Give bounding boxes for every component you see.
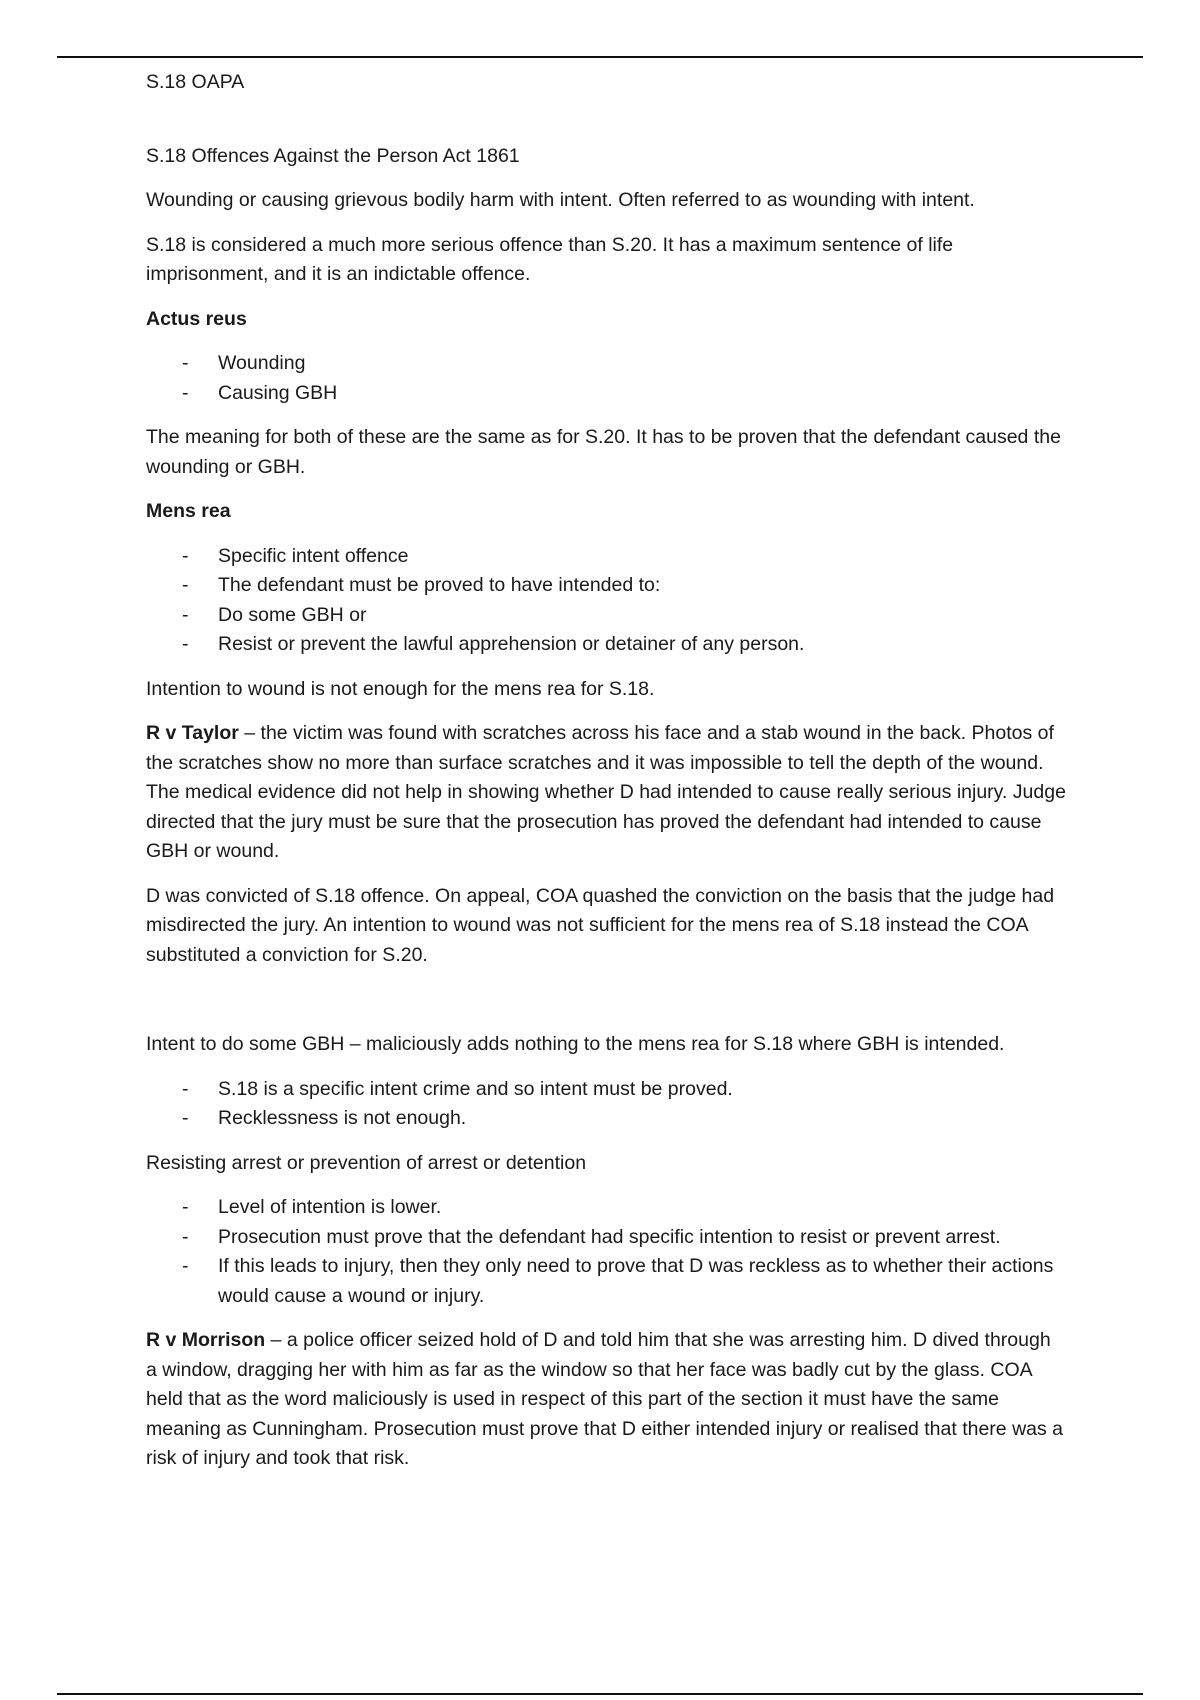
dash-bullet: -	[182, 1225, 189, 1248]
actus-reus-explanation: The meaning for both of these are the same as for S.20. It has to be proven that the defendant caused the wounding or GBH.	[146, 426, 1061, 478]
list-item: - Recklessness is not enough.	[146, 1104, 1066, 1134]
dash-bullet: -	[182, 574, 189, 596]
list-item: - If this leads to injury, then they only need to prove that D was reckless as to whether their actions would cause a wound or injury.	[146, 1252, 1066, 1311]
actus-reus-heading: Actus reus	[146, 307, 247, 330]
list-item: - S.18 is a specific intent crime and so intent must be proved.	[146, 1075, 1066, 1105]
morrison-facts: – a police officer seized hold of D and told him that she was arresting him. D dived through a window, dragging her with him as far as the window so that her face was badly cut by the glass. COA held that as the word maliciously is used in respect of this part of the section it must have the same meaning as Cunningham. Prosecution must prove that D either intended injury or realised that there was a risk of injury and took that risk.	[146, 1329, 1064, 1469]
list-item: - Do some GBH or	[146, 601, 1066, 631]
bottom-rule	[57, 1693, 1143, 1695]
resisting-arrest-paragraph: Resisting arrest or prevention of arrest or detention	[146, 1151, 587, 1174]
list-item: - Specific intent offence	[146, 542, 1066, 572]
dash-bullet: -	[182, 1255, 189, 1277]
dash-bullet: -	[182, 1077, 189, 1100]
blank-line	[146, 985, 1066, 1030]
case-name-taylor: R v Taylor	[146, 722, 239, 744]
list-item: - Wounding	[146, 349, 1066, 379]
list-item: - Level of intention is lower.	[146, 1193, 1066, 1223]
dash-bullet: -	[182, 1196, 189, 1218]
document-body	[146, 68, 1066, 1489]
morrison-paragraph	[146, 1326, 1066, 1474]
taylor-facts: – the victim was found with scratches across his face and a stab wound in the back. Photos of the scratches show no more than surface scratches and it was impossible to tell the depth of the wound. The medical evidence did not help in showing whether D had intended to cause really serious injury. Judge directed that the jury must be sure that the prosecution has proved the defendant had intended to cause GBH or wound.	[146, 722, 1066, 862]
document-header: S.18 OAPA	[146, 71, 245, 93]
mens-rea-heading: Mens rea	[146, 500, 231, 522]
intent-gbh-paragraph: Intent to do some GBH – maliciously adds nothing to the mens rea for S.18 where GBH is intended.	[146, 1033, 1005, 1055]
mens-rea-list	[146, 542, 1066, 660]
mens-rea-note: Intention to wound is not enough for the mens rea for S.18.	[146, 677, 655, 700]
dash-bullet: -	[182, 633, 189, 655]
intent-gbh-list	[146, 1075, 1066, 1134]
dash-bullet: -	[182, 352, 189, 374]
case-name-morrison: R v Morrison	[146, 1329, 266, 1351]
actus-reus-list	[146, 349, 1066, 408]
top-rule	[57, 56, 1143, 58]
taylor-outcome-paragraph: D was convicted of S.18 offence. On appeal, COA quashed the conviction on the basis that the judge had misdirected the jury. An intention to wound was not sufficient for the mens rea of S.18 instead the COA substituted a conviction for S.20.	[146, 884, 1055, 966]
resisting-arrest-list	[146, 1193, 1066, 1311]
seriousness-paragraph: S.18 is considered a much more serious offence than S.20. It has a maximum sentence of life imprisonment, and it is an indictable offence.	[146, 233, 954, 285]
dash-bullet: -	[182, 381, 189, 404]
dash-bullet: -	[182, 544, 189, 567]
intro-paragraph: Wounding or causing grievous bodily harm with intent. Often referred to as wounding with intent.	[146, 189, 975, 211]
list-item: - Prosecution must prove that the defendant had specific intention to resist or prevent arrest.	[146, 1223, 1066, 1253]
list-item: - Resist or prevent the lawful apprehension or detainer of any person.	[146, 630, 1066, 660]
taylor-facts-paragraph	[146, 719, 1066, 867]
document-title: S.18 Offences Against the Person Act 1861	[146, 144, 520, 167]
list-item: - Causing GBH	[146, 379, 1066, 409]
dash-bullet: -	[182, 1107, 189, 1129]
dash-bullet: -	[182, 603, 189, 626]
list-item: - The defendant must be proved to have intended to:	[146, 571, 1066, 601]
